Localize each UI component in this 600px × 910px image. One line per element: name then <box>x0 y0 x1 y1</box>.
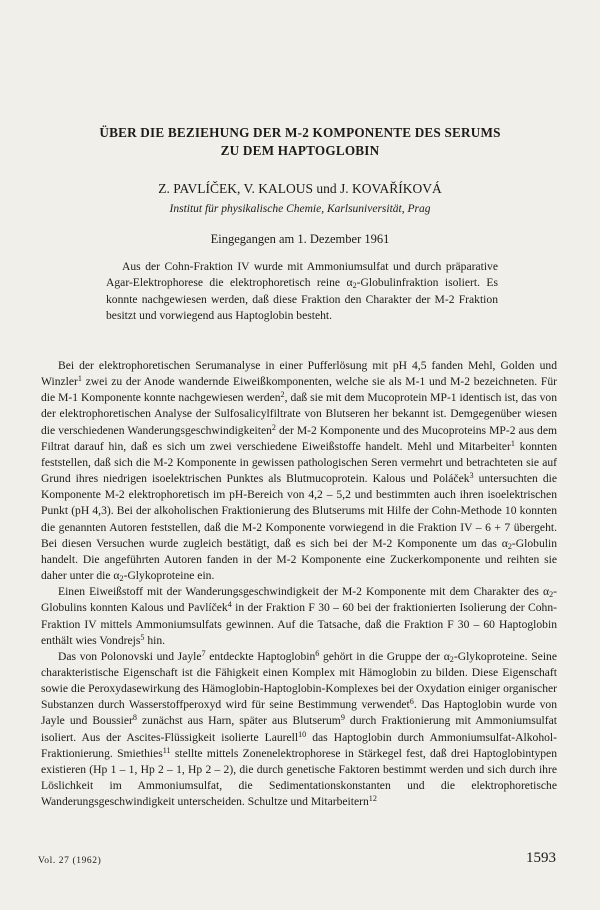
paragraph-2: Einen Eiweißstoff mit der Wanderungsgeschwindigkeit der M-2 Komponente mit dem Charakter des $\alpha_2$-Globulins konnten Kalous und Pavlíček$^4$ in der Fraktion F 30 – 60 bei der fraktionierten Isolierung der Cohn-Fraktion IV mittels Ammoniumsulfats gewinnen. Auf die Tatsache, daß die Fraktion F 30 – 60 Haptoglobin enthält wies Vondrejs$^5$ hin. <box>41 585 558 647</box>
title-line-2: ZU DEM HAPTOGLOBIN <box>220 143 380 158</box>
reference-marker: 8 <box>132 713 137 723</box>
reference-marker: 3 <box>469 471 474 481</box>
affiliation: Institut für physikalische Chemie, Karlsuniversität, Prag <box>169 203 431 215</box>
reference-marker: 6 <box>315 648 320 658</box>
article-body <box>41 358 557 810</box>
authors: Z. PAVLÍČEK, V. KALOUS und J. KOVAŘÍKOVÁ <box>158 181 442 196</box>
reference-marker: 11 <box>162 745 171 755</box>
reference-marker: 9 <box>340 713 345 723</box>
reference-marker: 2 <box>271 422 276 432</box>
reference-marker: 5 <box>140 632 145 642</box>
journal-volume: Vol. 27 (1962) <box>38 856 102 866</box>
reference-marker: 2 <box>280 390 285 400</box>
reference-marker: 7 <box>201 648 206 658</box>
reference-marker: 10 <box>298 729 307 739</box>
paragraph-1: Bei der elektrophoretischen Serumanalyse in einer Pufferlösung mit pH 4,5 fanden Mehl, Golden und Winzler$^1$ zwei zu der Anode wandernde Eiweißkomponenten, welche sie als M-1 und M-2 bezeichneten. Für die M-1 Komponente konnte nachgewiesen werden$^2$, daß sie mit dem Mucoprotein MP-1 identisch ist, das von der elektrophoretischen Analyse der Sulfosalicylfiltrate von Blutseren her bekannt ist. Demgegenüber wiesen die verschiedenen Wanderungsgeschwindigkeiten$^2$ der M-2 Komponente und des Mucoproteins MP-2 aus dem Filtrat darauf hin, daß es sich um zwei verschiedene Eiweißstoffe handelt. Mehl und Mitarbeiter$^1$ konnten feststellen, daß sich die M-2 Komponente in gewissen pathologischen Seren vermehrt und betrachteten sie auf Grund ihres niedrigen isoelektrischen Punktes als Blutmucoprotein. Kalous und Poláček$^3$ untersuchten die Komponente M-2 elektrophoretisch im pH-Bereich von 4,2 – 5,2 und bestimmten auch ihren isoelektrischen Punkt (pH 4,3). Bei der alkoholischen Fraktionierung des Blutserums mit Hilfe der Cohn-Methode 10 konnten die genannten Autoren feststellen, daß die M-2 Komponente vorwiegend in die Fraktion IV – 6 + 7 übergeht. Bei diesen Versuchen wurde zugleich bestätigt, daß es sich bei der M-2 Komponente um das $\alpha_2$-Globulin handelt. Die angeführten Autoren fanden in der M-2 Komponente eine Zuckerkomponente und reihten sie daher unter die $\alpha_2$-Glykoproteine ein. <box>41 359 558 584</box>
reference-marker: 12 <box>368 794 377 804</box>
page-number: 1593 <box>526 850 556 866</box>
paragraph-3: Das von Polonovski und Jayle$^7$ entdeckte Haptoglobin$^6$ gehört in die Gruppe der $\alpha_2$-Glykoproteine. Seine charakteristische Eigenschaft ist die Fähigkeit einen Komplex mit Hämoglobin zu bilden. Diese Eigenschaft sowie die Peroxydasewirkung des Hämoglobin-Haptoglobin-Komplexes bei der Oxydation einiger organischer Substanzen durch Wasserstoffperoxyd wird für seine Bestimmung verwendet$^6$. Das Haptoglobin wurde von Jayle und Boussier$^8$ zunächst aus Harn, später aus Blutserum$^9$ durch Fraktionierung mit Ammoniumsulfat isoliert. Aus der Ascites-Flüssigkeit isolierte Laurell$^{10}$ das Haptoglobin durch Ammoniumsulfat-Alkohol-Fraktionierung. Smiethies$^{11}$ stellte mittels Zonenelektrophorese in Stärkegel fest, daß drei Haptoglobintypen existieren (Hp 1 – 1, Hp 2 – 1, Hp 2 – 2), die durch genetische Faktoren bestimmt werden und sich durch ihre Löslichkeit im Ammoniumsulfat, die Sedimentationskonstanten und die elektrophoretische Wanderungsgeschwindigkeit unterscheiden. Schultze und Mitarbeitern$^{12}$ <box>41 648 558 809</box>
reference-marker: 1 <box>77 374 82 384</box>
article-title <box>40 124 560 160</box>
abstract: Aus der Cohn-Fraktion IV wurde mit Ammoniumsulfat und durch präparative Agar-Elektrophorese die elektrophoretisch reine $\alpha_2$-Globulinfraktion isoliert. Es konnte nachgewiesen werden, daß diese Fraktion den Charakter der M-2 Fraktion besitzt und vorwiegend aus Haptoglobin besteht. <box>106 260 498 322</box>
title-line-1: ÜBER DIE BEZIEHUNG DER M-2 KOMPONENTE DES SERUMS <box>99 125 501 140</box>
received-date: Eingegangen am 1. Dezember 1961 <box>210 232 390 246</box>
reference-marker: 4 <box>227 600 232 610</box>
reference-marker: 6 <box>409 697 414 707</box>
reference-marker: 1 <box>510 438 515 448</box>
